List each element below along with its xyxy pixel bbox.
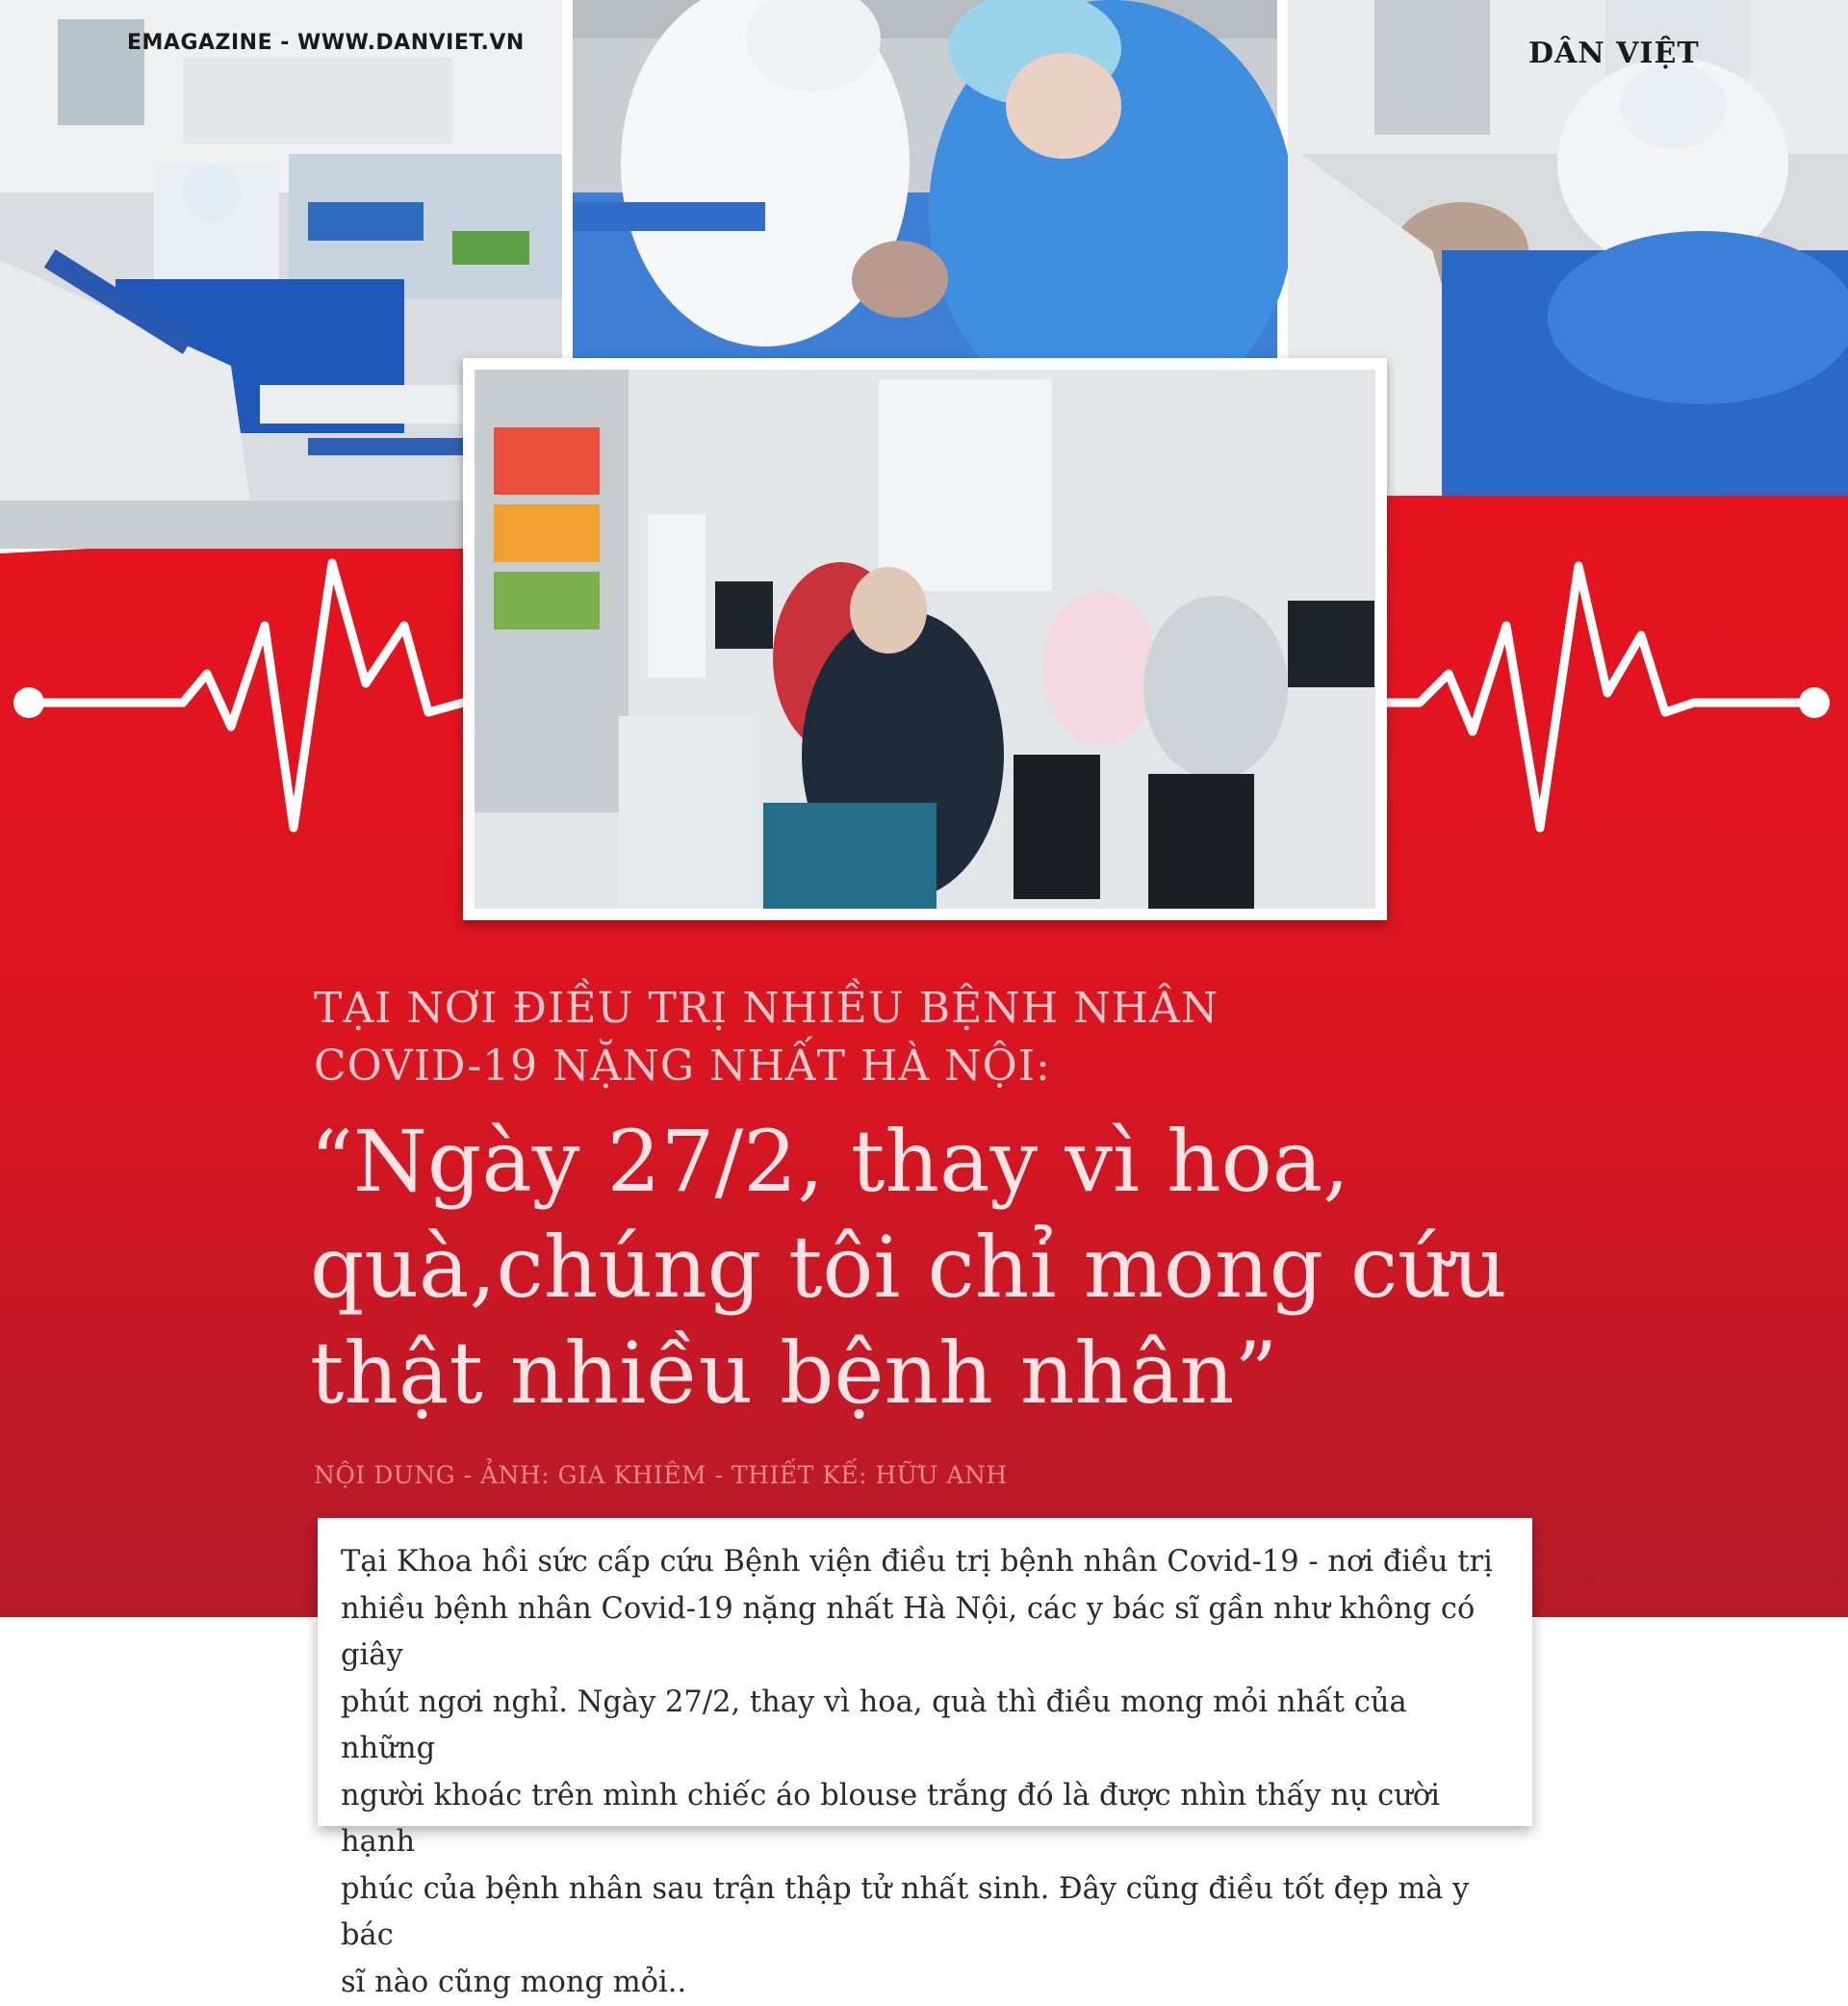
kicker-line-1: TẠI NƠI ĐIỀU TRỊ NHIỀU BỆNH NHÂN	[314, 980, 1276, 1038]
article-headline	[310, 1109, 1561, 1427]
article-credit: NỘI DUNG - ẢNH: GIA KHIÊM - THIẾT KẾ: HỮU ANH	[314, 1461, 1008, 1489]
lead-box	[318, 1518, 1532, 1826]
lead-line-6: sĩ nào cũng mong mỏi..	[341, 1960, 1500, 2006]
lead-paragraph	[341, 1539, 1500, 2006]
lead-line-4: người khoác trên mình chiếc áo blouse trắng đó là được nhìn thấy nụ cười hạnh	[341, 1773, 1500, 1866]
lead-line-5: phúc của bệnh nhân sau trận thập tử nhất sinh. Đây cũng điều tốt đẹp mà y bác	[341, 1866, 1500, 1960]
article-kicker	[314, 980, 1276, 1095]
kicker-line-2: COVID-19 NẶNG NHẤT HÀ NỘI:	[314, 1038, 1276, 1095]
lead-line-3: phút ngơi nghỉ. Ngày 27/2, thay vì hoa, quà thì điều mong mỏi nhất của những	[341, 1680, 1500, 1773]
lead-line-2: nhiều bệnh nhân Covid-19 nặng nhất Hà Nội, các y bác sĩ gần như không có giây	[341, 1586, 1500, 1680]
site-label[interactable]: EMAGAZINE - WWW.DANVIET.VN	[127, 31, 525, 55]
dan-viet-logo[interactable]: DÂN VIỆT	[1528, 37, 1700, 70]
headline-line-1: “Ngày 27/2, thay vì hoa,	[310, 1109, 1561, 1215]
photo-monitoring-room-staff	[463, 358, 1387, 920]
lead-line-1: Tại Khoa hồi sức cấp cứu Bệnh viện điều trị bệnh nhân Covid-19 - nơi điều trị	[341, 1539, 1500, 1586]
photo-doctors-treating-patient	[573, 0, 1277, 358]
headline-line-3: thật nhiều bệnh nhân”	[310, 1321, 1561, 1427]
headline-line-2: quà,chúng tôi chỉ mong cứu	[310, 1215, 1561, 1321]
